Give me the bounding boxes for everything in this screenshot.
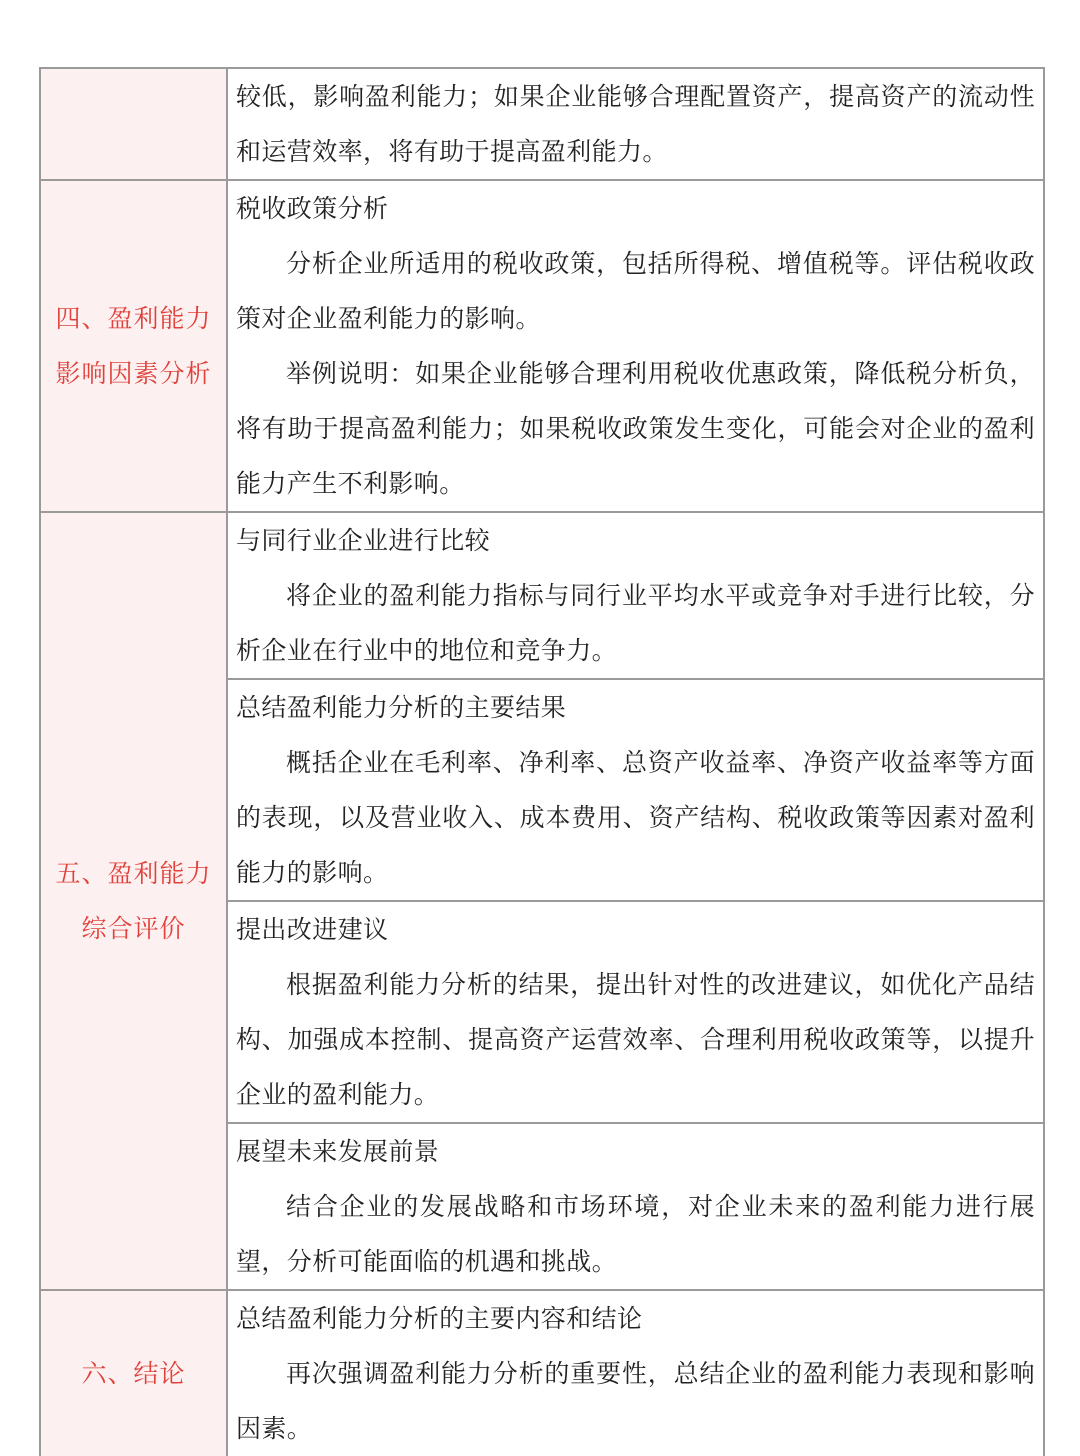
- row-content-cell: [228, 1291, 1043, 1456]
- row-label-cell: [41, 513, 228, 1289]
- content-block: [228, 902, 1043, 1124]
- block-heading: 总结盈利能力分析的主要内容和结论: [236, 1304, 643, 1333]
- paragraph: 举例说明：如果企业能够合理利用税收优惠政策，降低税分析负，将有助于提高盈利能力；如果税收政策发生变化，可能会对企业的盈利能力产生不利影响。: [236, 359, 1035, 498]
- table-row-conclusion: [41, 1291, 1043, 1456]
- content-block: [228, 181, 1043, 511]
- content-block: [228, 513, 1043, 680]
- paragraph: 将企业的盈利能力指标与同行业平均水平或竞争对手进行比较，分析企业在行业中的地位和竞争力。: [236, 581, 1035, 665]
- row-label-cell: [41, 181, 228, 511]
- paragraph: 概括企业在毛利率、净利率、总资产收益率、净资产收益率等方面的表现，以及营业收入、成本费用、资产结构、税收政策等因素对盈利能力的影响。: [236, 748, 1035, 887]
- analysis-table: [39, 67, 1045, 1456]
- paragraph: 较低，影响盈利能力；如果企业能够合理配置资产，提高资产的流动性和运营效率，将有助于提高盈利能力。: [236, 82, 1035, 166]
- row-content-cell: [228, 69, 1043, 179]
- block-heading: 提出改进建议: [236, 915, 389, 944]
- table-row-evaluation: [41, 513, 1043, 1291]
- row-label: 四、盈利能力影响因素分析: [55, 304, 212, 388]
- table-row-continuation: [41, 69, 1043, 181]
- row-label-cell: [41, 1291, 228, 1456]
- content-block: [228, 680, 1043, 902]
- content-block: [228, 69, 1043, 179]
- row-content-cell: [228, 513, 1043, 1289]
- block-heading: 总结盈利能力分析的主要结果: [236, 693, 567, 722]
- block-heading: 与同行业企业进行比较: [236, 526, 491, 555]
- row-label: 五、盈利能力综合评价: [55, 859, 212, 943]
- content-block: [228, 1291, 1043, 1456]
- block-heading: 展望未来发展前景: [236, 1137, 440, 1166]
- paragraph: 再次强调盈利能力分析的重要性，总结企业的盈利能力表现和影响因素。: [236, 1359, 1035, 1443]
- paragraph: 分析企业所适用的税收政策，包括所得税、增值税等。评估税收政策对企业盈利能力的影响。: [236, 249, 1035, 333]
- content-block: [228, 1124, 1043, 1289]
- row-label: 六、结论: [81, 1359, 186, 1388]
- table-row-factors: [41, 181, 1043, 513]
- row-content-cell: [228, 181, 1043, 511]
- paragraph: 结合企业的发展战略和市场环境，对企业未来的盈利能力进行展望，分析可能面临的机遇和挑战。: [236, 1192, 1035, 1276]
- row-label-cell: [41, 69, 228, 179]
- block-heading: 税收政策分析: [236, 194, 389, 223]
- paragraph: 根据盈利能力分析的结果，提出针对性的改进建议，如优化产品结构、加强成本控制、提高资产运营效率、合理利用税收政策等，以提升企业的盈利能力。: [236, 970, 1035, 1109]
